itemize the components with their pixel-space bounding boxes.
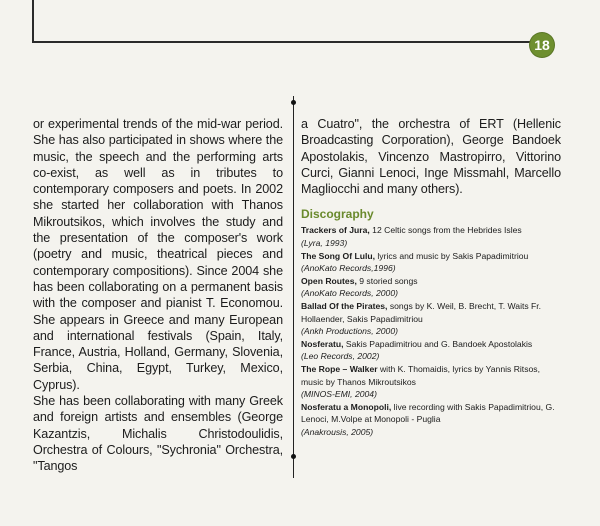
page-number-badge: 18 [530,33,554,57]
album-title: Ballad Of the Pirates, [301,301,388,312]
left-column [33,116,283,475]
divider-dot-top [291,100,296,105]
right-column [301,116,561,439]
discography-item [301,363,561,401]
frame-horizontal-rule [32,41,530,43]
biography-continuation: a Cuatro", the orchestra of ERT (Hellenic Broadcasting Corporation), George Bandoek Apostolakis, Vincenzo Mastropirro, Vittorino Curci, Gianni Lenoci, Inge Missmahl, Marcello Magliocchi and many others). [301,117,561,197]
discography-item [301,250,561,275]
discography-heading: Discography [301,207,374,222]
album-description: Sakis Papadimitriou and G. Bandoek Apostolakis [343,338,533,349]
biography-paragraph: or experimental trends of the mid-war period. She has also participated in shows where the music, the speech and the performing arts co-exist, as well as in tributes to contemporary composers and poets. In 2002 she started her collaboration with Thanos Mikroutsikos, which involves the study and the presentation of the composer's work (poetry and music, theatrical pieces and contemporary compositions). Since 2004 she has been collaborating on a permanent basis with the composer and pianist T. Economou. She appears in Greece and many European and international festivals (Spain, Italy, France, Austria, Holland, Germany, Slovenia, Serbia, China, Egypt, Turkey, Mexico, Cyprus). [33,117,283,392]
album-description: songs by K. Weil, B. Brecht, T. Waits Fr. Hollaender, Sakis Papadimitriou [301,301,542,324]
album-label: (Ankh Productions, 2000) [301,326,398,337]
column-divider [293,96,294,478]
divider-dot-bottom [291,454,296,459]
album-label: (Anakrousis, 2005) [301,426,374,437]
album-label: (AnoKato Records,1996) [301,263,396,274]
album-label: (MINOS-EMI, 2004) [301,389,377,400]
discography-item [301,338,561,363]
album-description: with K. Thomaidis, lyrics by Yannis Ritsos, music by Thanos Mikroutsikos [301,364,540,387]
album-description: live recording with Sakis Papadimitriou, G. Lenoci, M.Volpe at Monopoli - Puglia [301,401,555,425]
discography-item [301,401,561,439]
biography-paragraph: She has been collaborating with many Greek and foreign artists and ensembles (George Kazantzis, Michalis Christodoulidis, Orchestra of Colours, "Sychronia" Orchestra, "Tangos [33,394,283,474]
frame-vertical-rule [32,0,34,42]
album-title: Nosferatu, [301,338,344,349]
album-label: (AnoKato Records, 2000) [301,288,398,299]
discography-item [301,300,561,338]
album-description: 9 storied songs [356,275,418,286]
discography-item [301,224,561,249]
album-title: Trackers of Jura, [301,225,370,236]
album-title: The Rope – Walker [301,364,378,375]
album-title: The Song Of Lulu, [301,250,375,261]
album-label: (Lyra, 1993) [301,238,348,249]
album-label: (Leo Records, 2002) [301,351,380,362]
album-description: lyrics and music by Sakis Papadimitriou [375,250,529,261]
discography-item [301,275,561,300]
discography-list [301,224,561,438]
album-title: Open Routes, [301,275,357,286]
album-title: Nosferatu a Monopoli, [301,401,392,412]
album-description: 12 Celtic songs from the Hebrides Isles [369,225,522,236]
